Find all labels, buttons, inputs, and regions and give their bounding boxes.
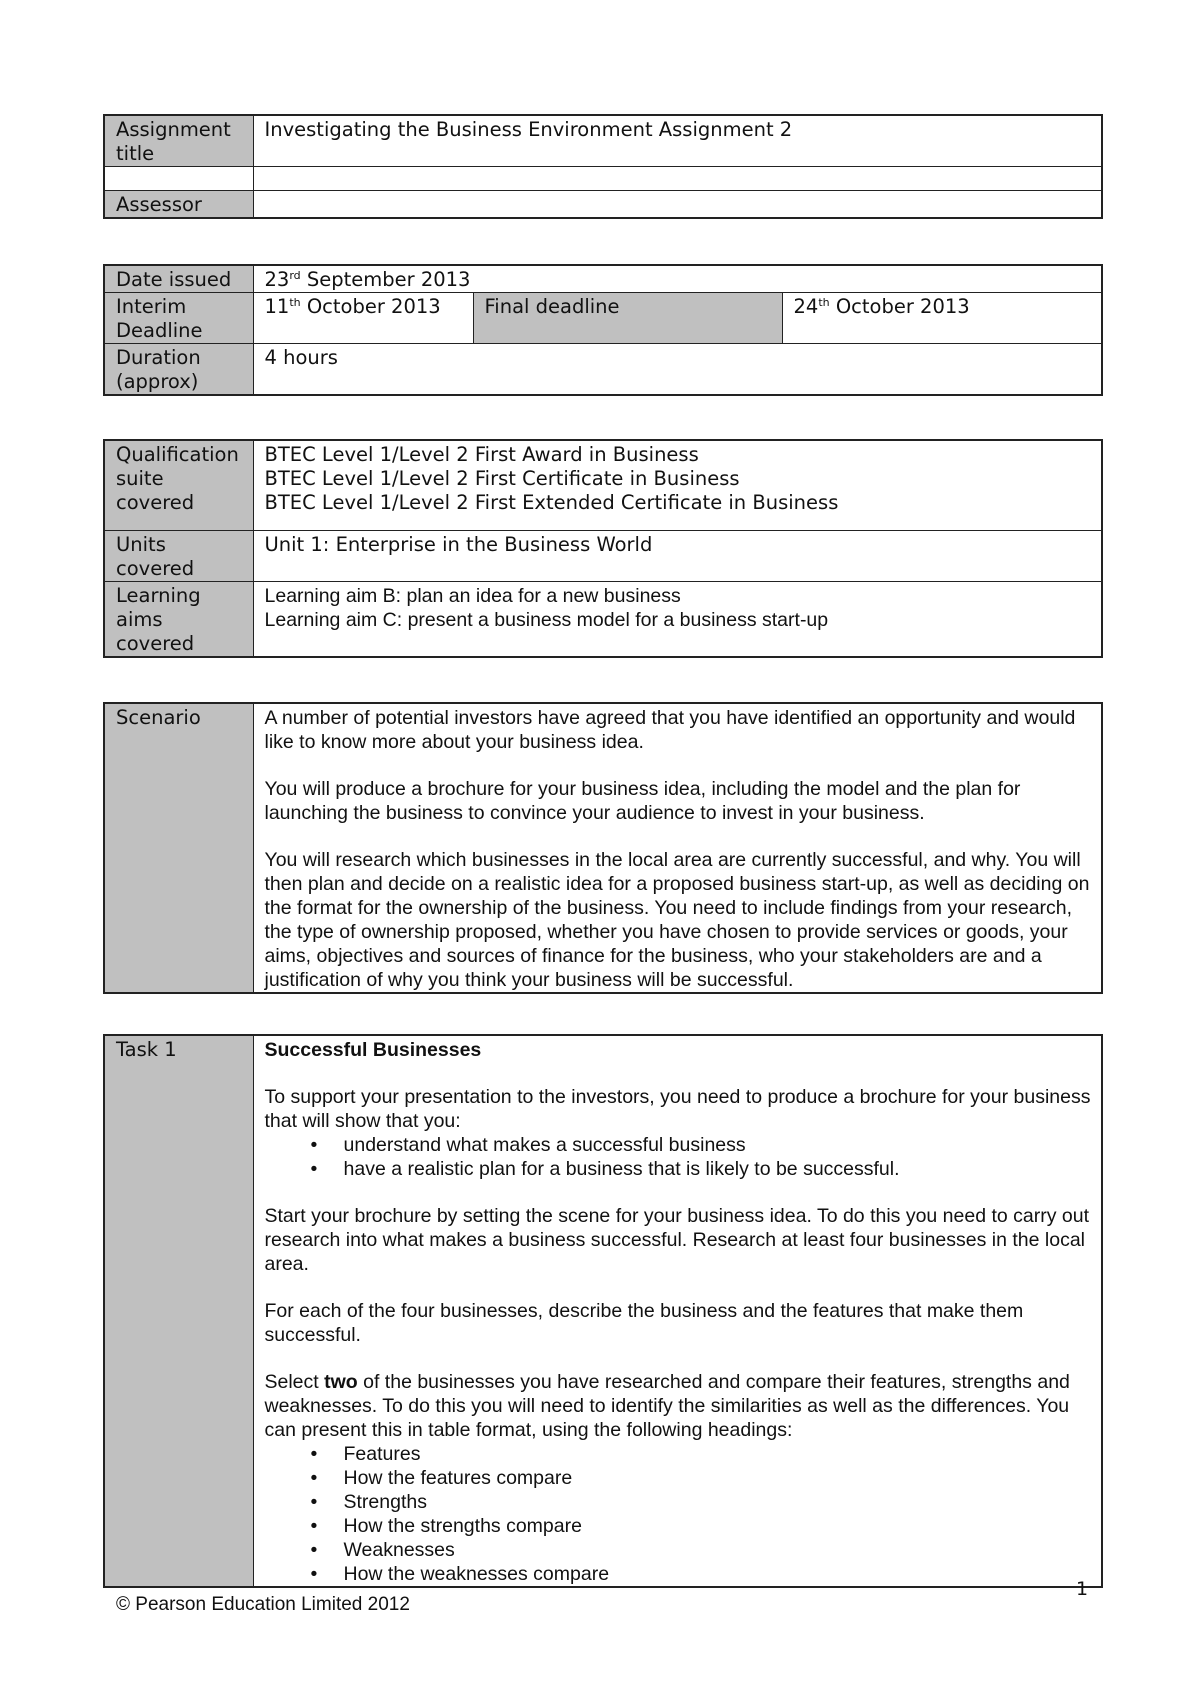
task1-label: Task 1: [104, 1035, 253, 1587]
learning-aims-label: Learning aims covered: [104, 581, 253, 657]
assignment-title-value: Investigating the Business Environment Assignment 2: [253, 115, 1102, 167]
list-item: • Weaknesses: [265, 1538, 1092, 1562]
units-covered-value: Unit 1: Enterprise in the Business World: [253, 530, 1102, 581]
scenario-paragraph: A number of potential investors have agreed that you have identified an opportunity and would like to know more about your business idea.: [264, 707, 1076, 753]
footer-copyright: © Pearson Education Limited 2012: [116, 1594, 410, 1615]
heading-bullet-list: [265, 1442, 1092, 1586]
assessor-value: [253, 191, 1102, 219]
list-item: • How the strengths compare: [265, 1514, 1092, 1538]
scenario-paragraph: You will research which businesses in the local area are currently successful, and why. You will then plan and decide on a realistic idea for a proposed business start-up, as well as deciding on the format for the ownership of the business. You need to include findings from your research, the type of ownership proposed, whether you have chosen to provide services or goods, your aims, objectives and sources of finance for the business, who your stakeholders are and a justification of why you think your business will be successful.: [264, 849, 1090, 991]
task1-intro: To support your presentation to the investors, you need to produce a brochure for your business that will show that you:: [264, 1086, 1091, 1132]
units-covered-label: Units covered: [104, 530, 253, 581]
date-issued-label: Date issued: [104, 265, 253, 293]
task1-paragraph: Start your brochure by setting the scene for your business idea. To do this you need to carry out research into what makes a business successful. Research at least four businesses in the local area.: [264, 1205, 1090, 1275]
assignment-title-label: Assignment title: [104, 115, 253, 167]
scenario-paragraph: You will produce a brochure for your business idea, including the model and the plan for launching the business to convince your audience to invest in your business.: [264, 778, 1021, 824]
list-item: • Features: [265, 1442, 1092, 1466]
blank-cell: [104, 167, 253, 191]
assignment-table: [103, 114, 1103, 219]
task1-paragraph: Select two of the businesses you have researched and compare their features, strengths and weaknesses. To do this you will need to identify the similarities as well as the differences. You can present this in table format, using the following headings:: [264, 1371, 1070, 1441]
aim-line: Learning aim C: present a business model for a business start-up: [264, 608, 829, 631]
list-item: • Strengths: [265, 1490, 1092, 1514]
list-item: • understand what makes a successful business: [265, 1133, 1092, 1157]
intro-bullet-list: [265, 1133, 1092, 1181]
list-item: • How the weaknesses compare: [265, 1562, 1092, 1586]
suite-line: BTEC Level 1/Level 2 First Award in Business: [264, 443, 699, 466]
qualification-table: [103, 439, 1103, 658]
learning-aims-value: [253, 581, 1102, 657]
list-item: • How the features compare: [265, 1466, 1092, 1490]
task1-heading: Successful Businesses: [264, 1039, 482, 1061]
qualification-suite-label: Qualification suite covered: [104, 440, 253, 530]
blank-value-cell: [253, 167, 1102, 191]
list-item: • have a realistic plan for a business that is likely to be successful.: [265, 1157, 1092, 1181]
dates-table: [103, 264, 1103, 396]
scenario-text: [253, 703, 1102, 993]
assessor-label: Assessor: [104, 191, 253, 219]
final-deadline-label: Final deadline: [473, 293, 782, 344]
page-number: 1: [1076, 1578, 1089, 1600]
date-issued-value: 23rd September 2013: [253, 265, 1102, 293]
task1-text: [253, 1035, 1102, 1587]
task1-table: [103, 1034, 1103, 1588]
scenario-label: Scenario: [104, 703, 253, 993]
duration-label: Duration (approx): [104, 344, 253, 396]
suite-line: BTEC Level 1/Level 2 First Extended Certificate in Business: [264, 491, 839, 514]
interim-deadline-value: 11th October 2013: [253, 293, 473, 344]
scenario-table: [103, 702, 1103, 994]
final-deadline-value: 24th October 2013: [782, 293, 1102, 344]
aim-line: Learning aim B: plan an idea for a new business: [264, 584, 681, 607]
suite-line: BTEC Level 1/Level 2 First Certificate in Business: [264, 467, 740, 490]
qualification-suite-value: [253, 440, 1102, 530]
duration-value: 4 hours: [253, 344, 1102, 396]
task1-paragraph: For each of the four businesses, describe the business and the features that make them successful.: [264, 1300, 1024, 1346]
interim-deadline-label: Interim Deadline: [104, 293, 253, 344]
